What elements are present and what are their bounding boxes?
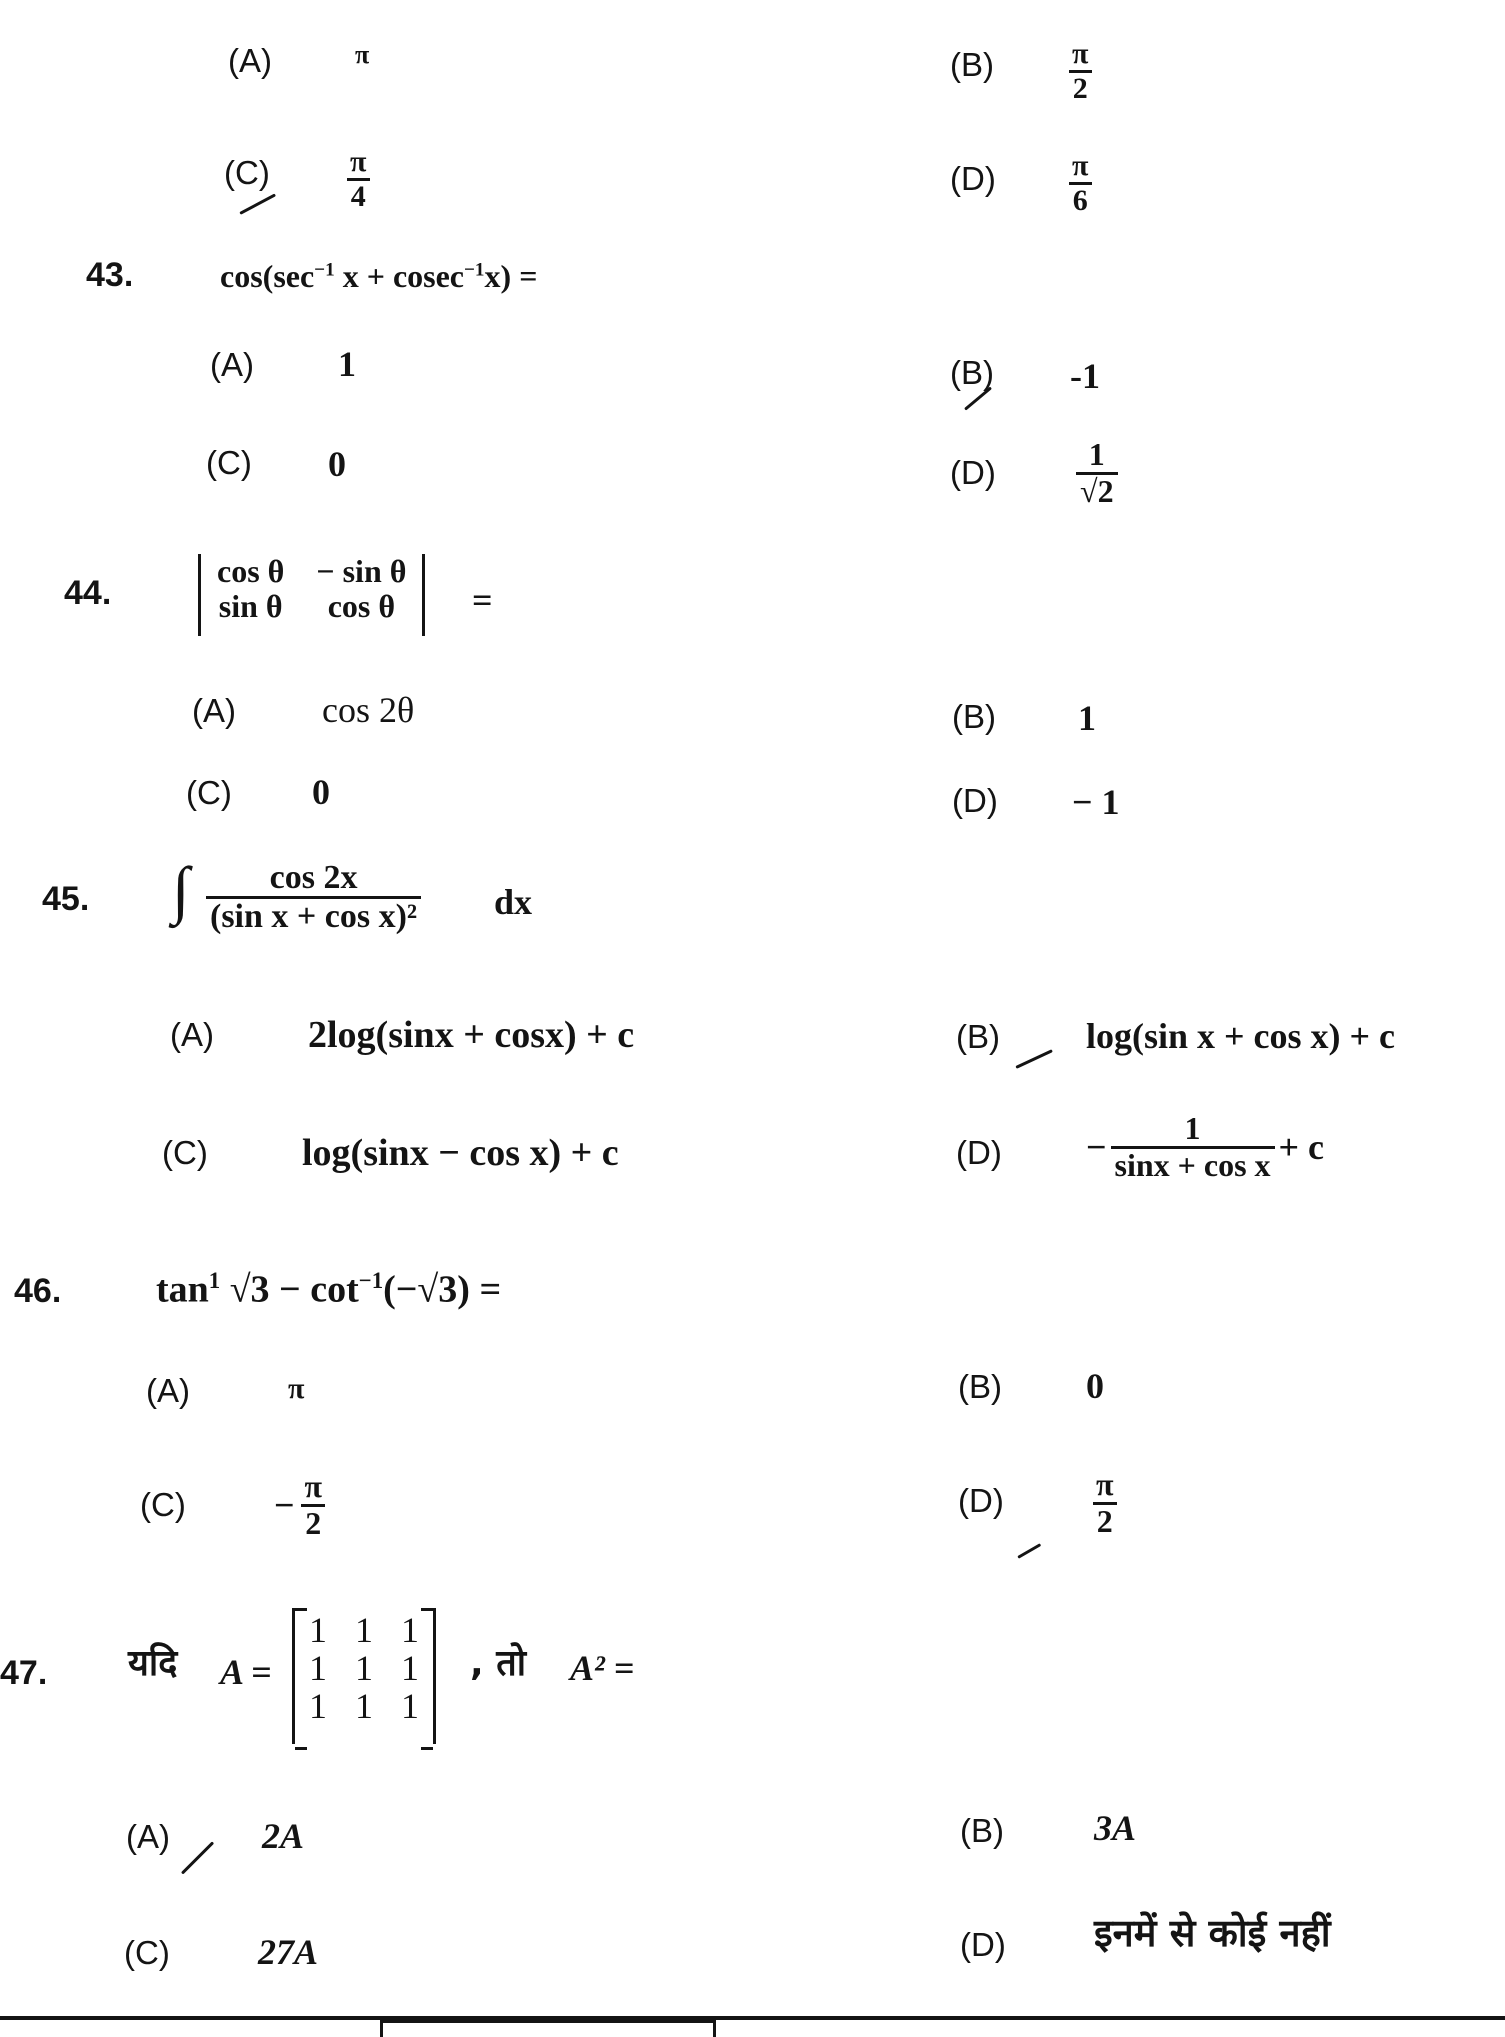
q46-option-a-value: π [288,1372,305,1405]
q43-option-b-label: (B) [950,354,994,391]
q43-option-c-value: 0 [328,444,346,484]
q47-matrix [292,1608,436,1744]
det-cell: sin θ [218,588,283,625]
q42-option-b-value: $\frac{\pi}{2}$ [1068,38,1092,104]
q43-option-d-label: (D) [950,454,996,491]
q42-option-c-value: $\frac{\pi}{4}$ [346,146,370,212]
q47-option-a-label: (A) [126,1818,170,1855]
q47-option-b-value: 3A [1094,1808,1137,1848]
pen-tick-mark [239,193,276,214]
q45-option-b-label: (B) [956,1018,1000,1055]
q47-rhs: A² = [570,1648,635,1688]
q47-number: 47. [0,1654,48,1692]
q45-dx: dx [494,882,533,922]
matrix-cell: 1 [355,1610,373,1650]
footer-box [380,2020,716,2037]
q44-equals: = [472,580,493,620]
q45-integrand: $\frac{\cos 2x}{\text{(sin x + cos x)²}}$ [206,860,421,934]
q43-option-a-label: (A) [210,346,254,383]
q45-option-b-value: log(sin x + cos x) + c [1086,1016,1396,1056]
q43-stem: $\cos(\sec^{-1}$ x + cosec$^{-1}$x) = [220,258,538,294]
q47-lhs: A = [220,1652,272,1692]
q43-option-b-value: -1 [1070,356,1100,396]
q46-option-b-label: (B) [958,1368,1002,1405]
matrix-cell: 1 [355,1647,373,1688]
q46-option-d-value: $\frac{\pi}{2}$ [1092,1468,1118,1538]
q44-determinant [198,554,425,636]
q46-number: 46. [14,1272,62,1310]
q45-option-d-label: (D) [956,1134,1002,1171]
q44-option-c-value: 0 [312,772,330,812]
q46-option-c-value: − $\frac{\pi}{2}$ [274,1470,326,1540]
q46-option-b-value: 0 [1086,1366,1104,1406]
q45-option-a-value: 2log(sinx + cosx) + c [308,1014,635,1056]
q43-number: 43. [86,256,134,294]
matrix-cell: 1 [401,1647,419,1688]
q43-option-a-value: 1 [338,344,356,384]
q47-option-d-label: (D) [960,1926,1006,1963]
q43-option-d-value: $\frac{1}{√2}$ [1076,438,1118,508]
q45-option-c-value: log(sinx − cos x) + c [302,1132,619,1174]
q42-option-a-value: π [355,40,370,69]
integral-sign: ∫ [172,854,190,925]
q42-option-b-label: (B) [950,46,994,83]
det-cell: cos θ [327,588,396,625]
matrix-cell: 1 [401,1685,419,1726]
q44-option-b-value: 1 [1078,698,1096,738]
q47-to: , तो [470,1643,527,1684]
matrix-cell: 1 [309,1610,327,1650]
q42-option-d-value: $\frac{\pi}{6}$ [1068,150,1092,216]
q43-option-c-label: (C) [206,444,252,481]
q46-option-d-label: (D) [958,1482,1004,1519]
q47-yadi: यदि [128,1643,178,1684]
q42-option-c-label: (C) [224,154,270,191]
pen-tick-mark [1015,1049,1053,1069]
matrix-cell: 1 [355,1685,373,1726]
q47-option-d-value: इनमें से कोई नहीं [1094,1911,1331,1955]
q44-option-b-label: (B) [952,698,996,735]
q47-option-c-value: 27A [258,1932,319,1972]
q45-option-c-label: (C) [162,1134,208,1171]
q44-option-a-label: (A) [192,692,236,729]
q44-option-d-label: (D) [952,782,998,819]
footer-rule [0,2016,1505,2020]
q47-option-b-label: (B) [960,1812,1004,1849]
matrix-cell: 1 [309,1647,327,1688]
pen-tick-mark [1017,1543,1041,1559]
q47-option-c-label: (C) [124,1934,170,1971]
q46-stem: $\tan^1 √3 - \cot^{-1}(-√3)$ = [156,1268,502,1311]
q44-option-d-value: − 1 [1072,782,1120,822]
q46-option-c-label: (C) [140,1486,186,1523]
pen-tick-mark [181,1841,214,1874]
q44-option-c-label: (C) [186,774,232,811]
q46-option-a-label: (A) [146,1372,190,1409]
q42-option-a-label: (A) [228,42,272,79]
q44-option-a-value: cos 2θ [322,690,415,730]
q47-option-a-value: 2A [262,1816,305,1856]
matrix-cell: 1 [309,1685,327,1726]
matrix-cell: 1 [401,1610,419,1650]
q45-option-d-value: − $\frac{1}{\text{sinx + cos x}}$ + c [1086,1110,1325,1183]
q42-option-d-label: (D) [950,160,996,197]
det-cell: cos θ [217,553,285,589]
q45-option-a-label: (A) [170,1016,214,1053]
q45-number: 45. [42,880,90,918]
det-cell: − sin θ [316,553,407,589]
q44-number: 44. [64,574,112,612]
